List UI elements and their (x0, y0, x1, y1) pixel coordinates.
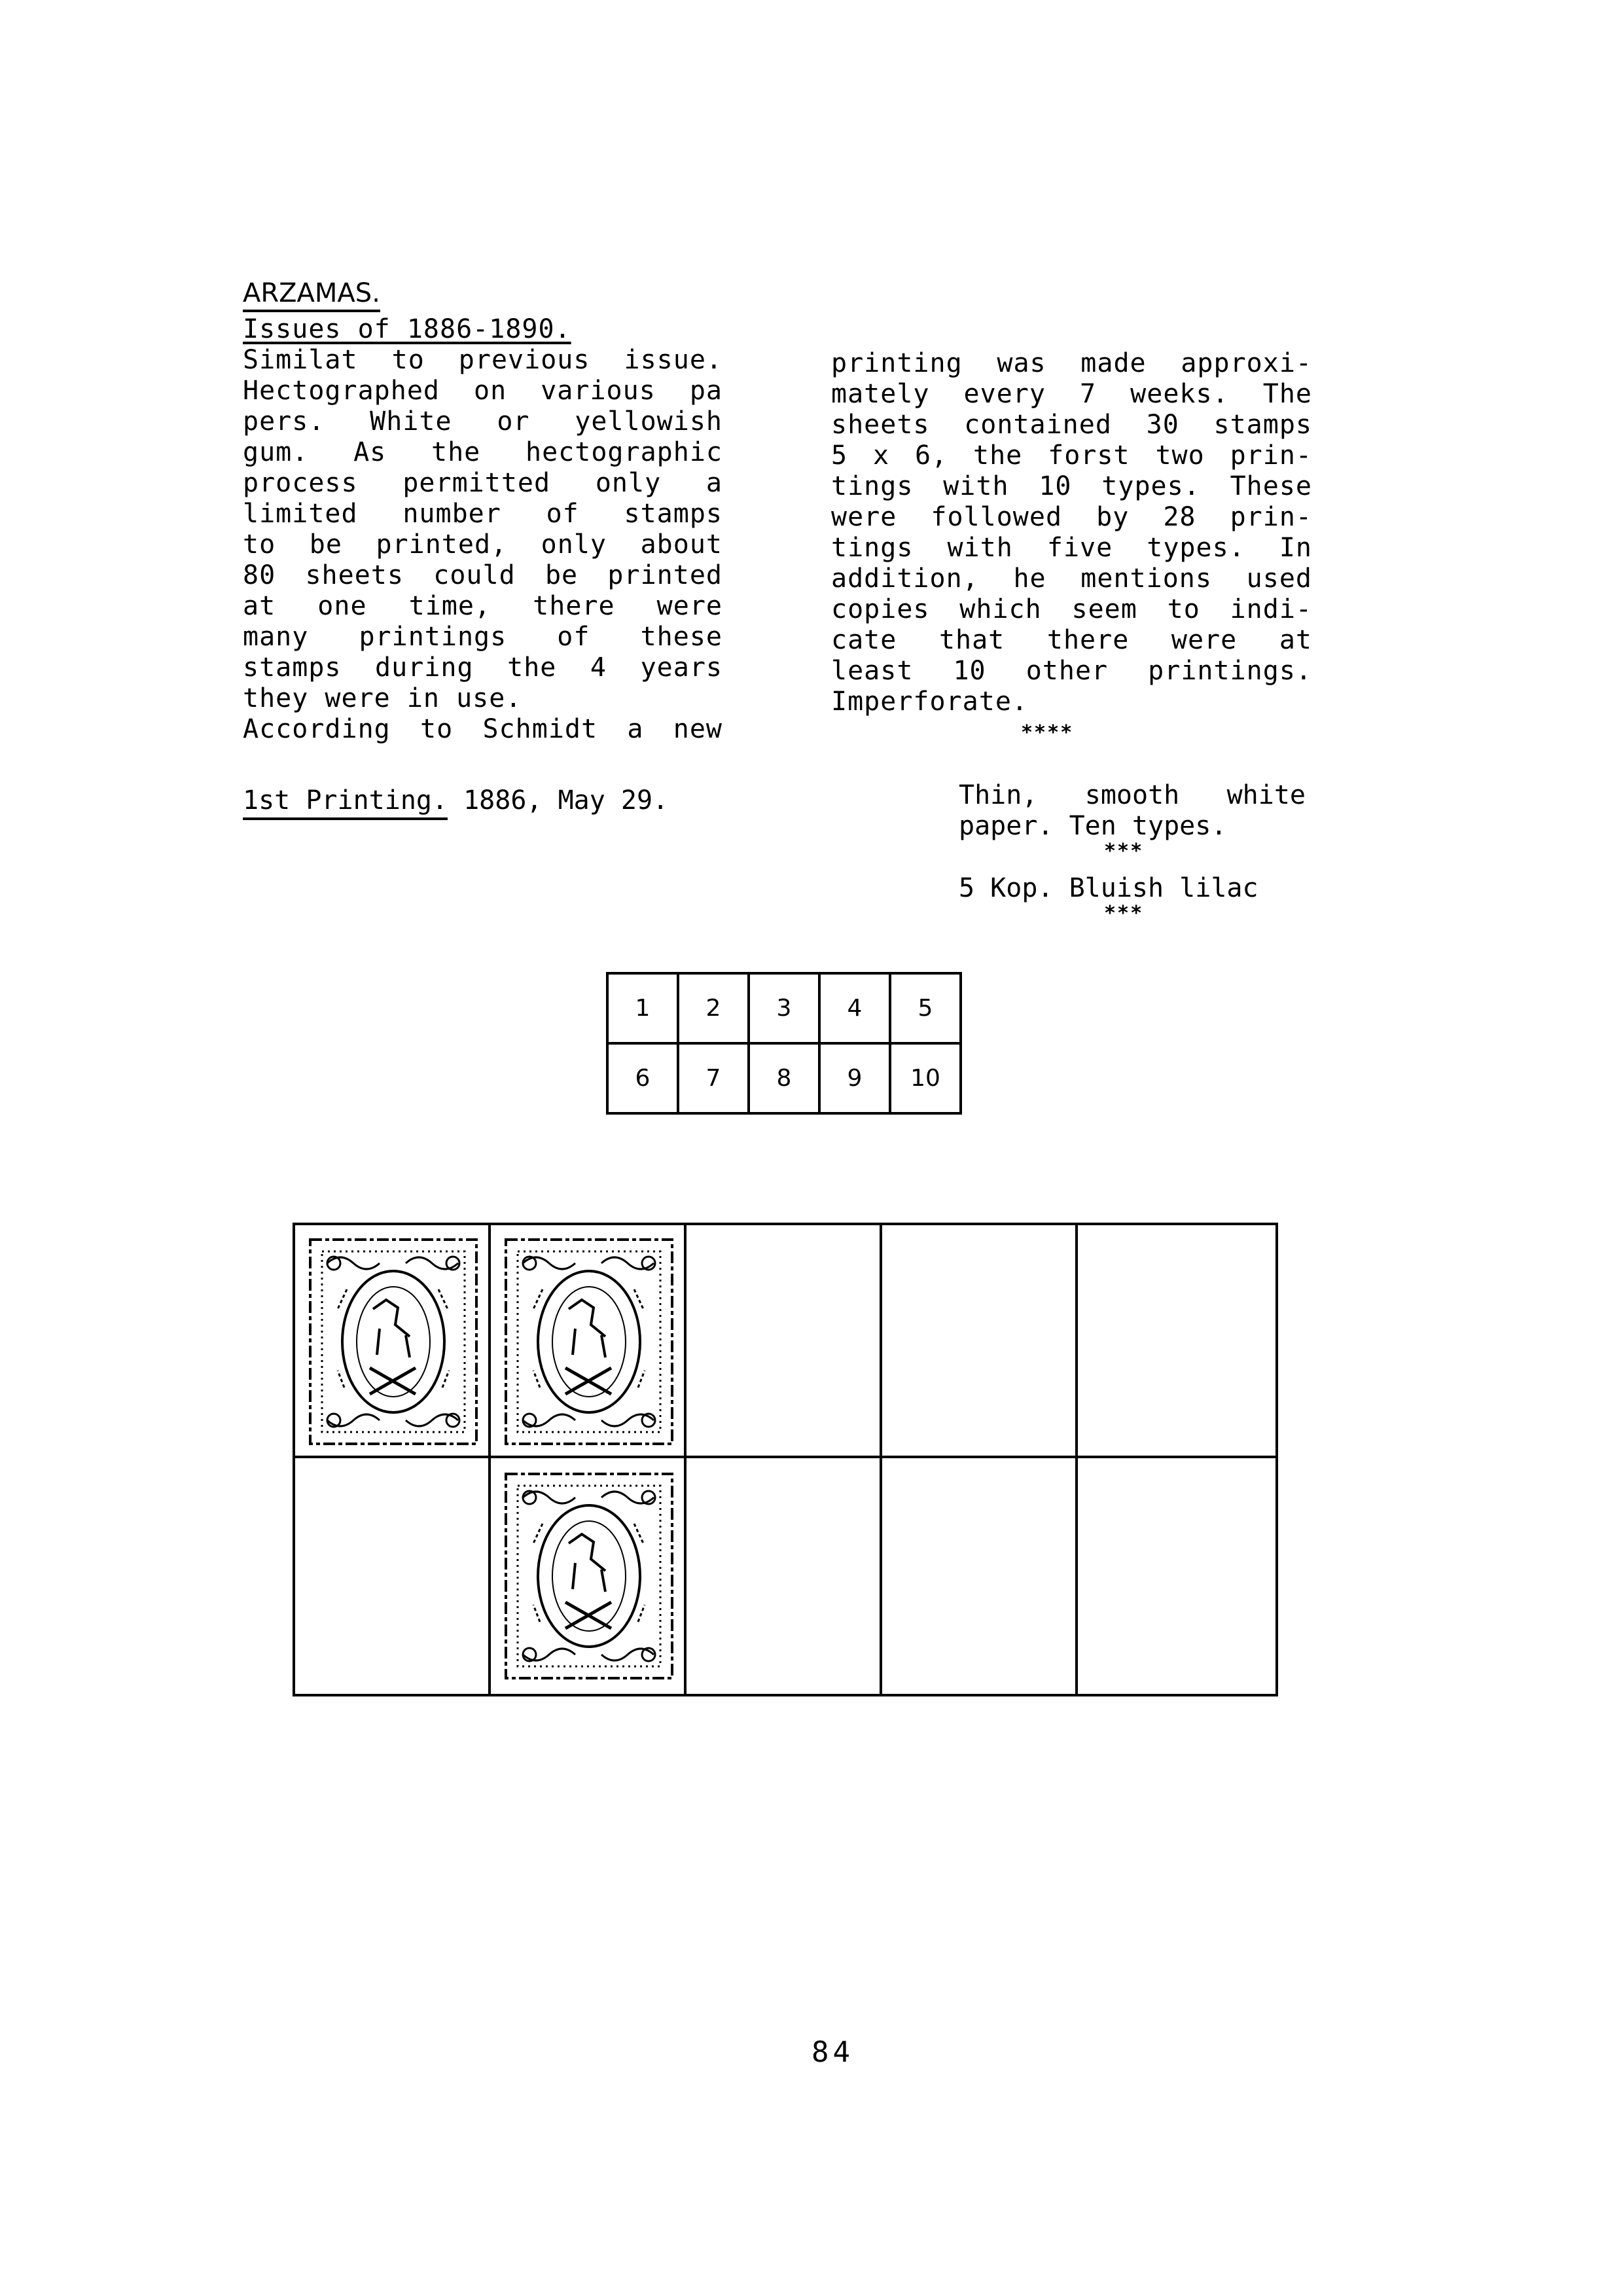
section-heading: ARZAMAS. (243, 278, 380, 309)
right-text-line: cate that there were at (831, 625, 1312, 655)
right-text-line: sheets contained 30 stamps (831, 410, 1312, 440)
right-text-line: least 10 other printings. (831, 656, 1312, 686)
stamp-sheet-cell (295, 1225, 491, 1458)
stamp-sheet-cell (491, 1458, 687, 1694)
left-text-line: pers. White or yellowish (243, 406, 722, 437)
stamp-sheet-cell (295, 1458, 491, 1694)
left-text-line: they were in use. (243, 683, 522, 713)
left-text-line: Issues of 1886-1890. (243, 314, 571, 344)
left-text-line: process permitted only a (243, 468, 722, 498)
type-number-cell: 1 (607, 973, 678, 1043)
left-text-line: to be printed, only about (243, 529, 722, 560)
right-text-line: addition, he mentions used (831, 564, 1312, 594)
stamp-sheet-cell (882, 1225, 1078, 1458)
right-text-line: printing was made approxi- (831, 348, 1312, 378)
left-text-line: limited number of stamps (243, 499, 722, 529)
separator-stars: *** (1104, 840, 1144, 863)
right-text-column (831, 348, 1312, 748)
type-number-cell: 4 (819, 973, 890, 1043)
types-grid-row (607, 1043, 961, 1113)
right-text-line: mately every 7 weeks. The (831, 379, 1312, 409)
left-text-line: at one time, there were (243, 591, 722, 621)
separator-stars: **** (1021, 721, 1074, 744)
stamp-sheet (293, 1223, 1278, 1696)
stamp-sheet-cell (1078, 1458, 1275, 1694)
types-grid-row (607, 973, 961, 1043)
type-number-cell: 7 (678, 1043, 749, 1113)
type-number-cell: 6 (607, 1043, 678, 1113)
left-text-line: Similat to previous issue. (243, 345, 722, 375)
stamp-image (503, 1471, 675, 1681)
printing-heading (243, 785, 668, 820)
separator-stars: *** (1104, 902, 1144, 925)
left-text-line: gum. As the hectographic (243, 437, 722, 467)
page-number: 84 (812, 2036, 854, 2069)
type-number-cell: 3 (749, 973, 819, 1043)
stamp-sheet-cell (687, 1225, 882, 1458)
type-number-cell: 5 (890, 973, 961, 1043)
type-number-cell: 8 (749, 1043, 819, 1113)
right-text-line: tings with 10 types. These (831, 471, 1312, 501)
right-text-line: tings with five types. In (831, 533, 1312, 563)
type-number-cell: 10 (890, 1043, 961, 1113)
stamp-sheet-cell (882, 1458, 1078, 1694)
left-text-line: Hectographed on various pa (243, 376, 722, 406)
left-text-line: 80 sheets could be printed (243, 560, 722, 590)
type-number-cell: 2 (678, 973, 749, 1043)
paper-description (959, 780, 1312, 924)
right-text-line: Imperforate. (831, 687, 1028, 717)
left-text-line: many printings of these (243, 622, 722, 652)
value-line: 5 Kop. Bluish lilac (959, 873, 1258, 903)
right-text-line: 5 x 6, the forst two prin- (831, 440, 1312, 471)
left-text-line: stamps during the 4 years (243, 653, 722, 683)
right-text-line: copies which seem to indi- (831, 594, 1312, 624)
paper-line-1: Thin, smooth white (959, 780, 1306, 810)
right-text-line: were followed by 28 prin- (831, 502, 1312, 532)
printing-label: 1st Printing. (243, 785, 448, 820)
left-text-column (243, 314, 722, 745)
stamp-sheet-cell (687, 1458, 882, 1694)
printing-date: 1886, May 29. (463, 785, 669, 816)
stamp-sheet-cell (491, 1225, 687, 1458)
types-grid (606, 972, 962, 1115)
left-text-line: According to Schmidt a new (243, 714, 722, 744)
stamp-image (308, 1237, 479, 1446)
stamp-image (503, 1237, 675, 1446)
stamp-sheet-cell (1078, 1225, 1275, 1458)
paper-line-2: paper. Ten types. (959, 811, 1227, 841)
type-number-cell: 9 (819, 1043, 890, 1113)
